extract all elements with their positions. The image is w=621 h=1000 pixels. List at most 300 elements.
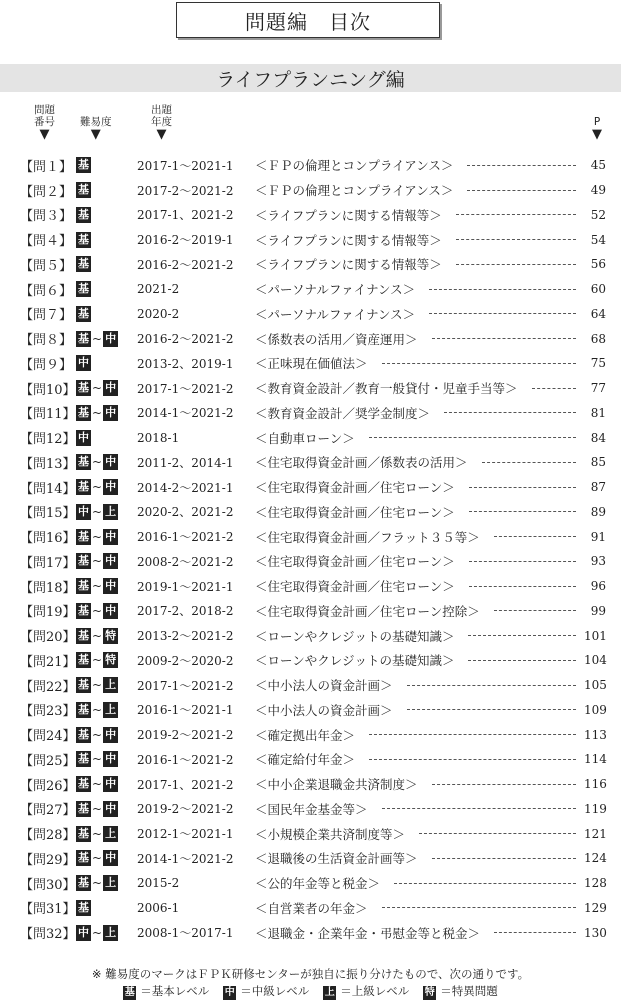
legend-label: ＝基本レベル bbox=[140, 984, 210, 998]
topic: ＜自動車ローン＞ bbox=[255, 430, 355, 446]
toc-row[interactable] bbox=[20, 524, 606, 549]
exam-year: 2019-2～2021-2 bbox=[137, 802, 234, 817]
dot-leader bbox=[382, 808, 576, 809]
topic: ＜公的年金等と税金＞ bbox=[255, 876, 381, 892]
difficulty-badge: 基 bbox=[78, 826, 89, 840]
difficulty bbox=[76, 553, 137, 569]
topic: ＜ＦＰの倫理とコンプライアンス＞ bbox=[255, 183, 454, 199]
toc-row[interactable] bbox=[20, 871, 606, 896]
exam-year: 2017-2～2021-2 bbox=[137, 183, 234, 198]
difficulty bbox=[76, 826, 137, 842]
difficulty-badge: 中 bbox=[105, 480, 117, 494]
tilde: ~ bbox=[92, 826, 103, 841]
topic: ＜教育資金設計／教育一般貸付・児童手当等＞ bbox=[255, 381, 518, 397]
difficulty bbox=[76, 801, 137, 817]
tilde: ~ bbox=[92, 529, 103, 544]
exam-year: 2016-2～2019-1 bbox=[137, 233, 234, 248]
difficulty-badge: 基 bbox=[124, 987, 135, 998]
question-number: 【問29】 bbox=[20, 852, 76, 868]
dot-leader bbox=[482, 462, 576, 463]
page-number: 121 bbox=[584, 826, 607, 841]
difficulty bbox=[76, 900, 137, 916]
exam-year: 2011-2、2014-1 bbox=[137, 455, 234, 470]
difficulty bbox=[76, 751, 137, 767]
exam-year: 2008-2～2021-2 bbox=[137, 554, 234, 569]
toc-row[interactable] bbox=[20, 846, 606, 871]
question-number: 【問21】 bbox=[20, 654, 76, 670]
header-year bbox=[151, 104, 172, 142]
toc-row[interactable] bbox=[20, 623, 606, 648]
difficulty-badge: 上 bbox=[105, 678, 117, 692]
dot-leader bbox=[432, 858, 576, 859]
difficulty-badge: 中 bbox=[105, 529, 117, 543]
difficulty-badge: 中 bbox=[105, 752, 117, 766]
toc-row[interactable] bbox=[20, 252, 606, 277]
difficulty-badge: 中 bbox=[105, 554, 117, 568]
exam-year: 2020-2 bbox=[137, 306, 180, 321]
header-page-label: P bbox=[593, 116, 601, 128]
exam-year: 2017-1～2021-1 bbox=[137, 158, 234, 173]
exam-year: 2016-1～2021-2 bbox=[137, 530, 234, 545]
toc-row[interactable] bbox=[20, 599, 606, 624]
page-number: 96 bbox=[590, 579, 606, 594]
page-number: 45 bbox=[590, 158, 606, 173]
difficulty bbox=[76, 529, 137, 545]
tilde: ~ bbox=[92, 405, 103, 420]
toc-row[interactable] bbox=[20, 203, 606, 228]
page-number: 124 bbox=[584, 851, 607, 866]
exam-year: 2006-1 bbox=[137, 900, 180, 915]
difficulty bbox=[76, 603, 137, 619]
dot-leader bbox=[444, 412, 576, 413]
topic: ＜小規模企業共済制度等＞ bbox=[255, 826, 406, 842]
exam-year: 2013-2、2019-1 bbox=[137, 356, 234, 371]
page-number: 93 bbox=[590, 554, 606, 569]
tilde: ~ bbox=[92, 876, 103, 891]
dot-leader bbox=[467, 190, 576, 191]
legend-label: ＝上級レベル bbox=[340, 984, 410, 998]
page-number: 60 bbox=[590, 282, 606, 297]
difficulty bbox=[76, 157, 137, 173]
topic: ＜中小企業退職金共済制度＞ bbox=[255, 777, 418, 793]
header-page bbox=[592, 116, 602, 142]
toc-row[interactable] bbox=[20, 747, 606, 772]
exam-year: 2017-2、2018-2 bbox=[137, 604, 234, 619]
page-number: 75 bbox=[590, 356, 606, 371]
question-number: 【問14】 bbox=[20, 481, 76, 497]
difficulty-badge: 基 bbox=[78, 752, 89, 766]
difficulty-legend bbox=[0, 983, 621, 1000]
topic: ＜住宅取得資金計画／係数表の活用＞ bbox=[255, 455, 468, 471]
question-number: 【問28】 bbox=[20, 828, 76, 844]
difficulty-badge: 中 bbox=[105, 777, 117, 791]
topic: ＜正味現在価値法＞ bbox=[255, 356, 368, 372]
difficulty bbox=[76, 702, 137, 718]
difficulty bbox=[76, 652, 137, 668]
page-number: 56 bbox=[590, 257, 606, 272]
difficulty bbox=[76, 430, 137, 446]
dot-leader bbox=[456, 264, 576, 265]
difficulty-badge: 上 bbox=[105, 504, 117, 518]
question-number: 【問１】 bbox=[20, 159, 73, 175]
exam-year: 2021-2 bbox=[137, 282, 180, 297]
difficulty-badge: 基 bbox=[78, 727, 89, 741]
dot-leader bbox=[369, 437, 576, 438]
header-number-line2: 番号 bbox=[34, 116, 55, 128]
exam-year: 2018-1 bbox=[137, 430, 180, 445]
toc-row[interactable] bbox=[20, 673, 606, 698]
dot-leader bbox=[456, 214, 576, 215]
toc-row[interactable] bbox=[20, 277, 606, 302]
difficulty-badge: 基 bbox=[78, 579, 89, 593]
difficulty-note: ※ 難易度のマークはＦＰＫ研修センターが独自に振り分けたもので、次の通りです。 bbox=[91, 967, 530, 981]
legend-item bbox=[423, 983, 498, 1000]
exam-year: 2012-1～2021-1 bbox=[137, 827, 234, 842]
exam-year: 2014-1～2021-2 bbox=[137, 851, 234, 866]
question-number: 【問32】 bbox=[20, 927, 76, 943]
topic: ＜係数表の活用／資産運用＞ bbox=[255, 331, 418, 347]
tilde: ~ bbox=[92, 381, 103, 396]
difficulty-badge: 中 bbox=[105, 801, 117, 815]
difficulty-badge: 基 bbox=[78, 678, 89, 692]
topic: ＜ローンやクレジットの基礎知識＞ bbox=[255, 628, 455, 644]
difficulty-badge: 中 bbox=[105, 579, 117, 593]
exam-year: 2014-2～2021-1 bbox=[137, 480, 234, 495]
difficulty-badge: 中 bbox=[78, 925, 89, 939]
question-number: 【問７】 bbox=[20, 308, 73, 324]
topic: ＜ローンやクレジットの基礎知識＞ bbox=[255, 653, 455, 669]
tilde: ~ bbox=[92, 579, 103, 594]
dot-leader bbox=[469, 586, 576, 587]
topic: ＜確定給付年金＞ bbox=[255, 752, 356, 768]
toc-row[interactable] bbox=[20, 475, 606, 500]
question-number: 【問20】 bbox=[20, 630, 76, 646]
legend-item bbox=[123, 983, 209, 1000]
exam-year: 2016-1～2021-2 bbox=[137, 752, 234, 767]
legend-label: ＝特異問題 bbox=[440, 984, 498, 998]
dot-leader bbox=[456, 239, 576, 240]
topic: ＜国民年金基金等＞ bbox=[255, 801, 368, 817]
topic: ＜確定拠出年金＞ bbox=[255, 727, 356, 743]
difficulty-badge: 基 bbox=[78, 702, 89, 716]
topic: ＜自営業者の年金＞ bbox=[255, 900, 368, 916]
toc-row[interactable] bbox=[20, 698, 606, 723]
difficulty-badge: 中 bbox=[78, 504, 89, 518]
difficulty-badge: 基 bbox=[78, 900, 89, 914]
tilde: ~ bbox=[92, 752, 103, 767]
question-number: 【問30】 bbox=[20, 877, 76, 893]
difficulty-badge: 特 bbox=[105, 628, 117, 642]
difficulty-badge: 基 bbox=[78, 183, 89, 197]
page-number: 89 bbox=[590, 504, 606, 519]
dot-leader bbox=[382, 907, 576, 908]
toc-row[interactable] bbox=[20, 722, 606, 747]
dot-leader bbox=[467, 165, 576, 166]
header-difficulty-label: 難易度 bbox=[80, 116, 112, 128]
toc-row[interactable] bbox=[20, 500, 606, 525]
tilde: ~ bbox=[92, 480, 103, 495]
question-number: 【問13】 bbox=[20, 456, 76, 472]
difficulty-badge: 中 bbox=[105, 381, 117, 395]
tilde: ~ bbox=[92, 331, 103, 346]
dot-leader bbox=[429, 289, 576, 290]
page-number: 119 bbox=[584, 801, 607, 816]
difficulty bbox=[76, 454, 137, 470]
topic: ＜住宅取得資金計画／住宅ローン＞ bbox=[255, 480, 455, 496]
question-number: 【問３】 bbox=[20, 209, 73, 225]
toc-row[interactable] bbox=[20, 376, 606, 401]
tilde: ~ bbox=[92, 925, 103, 940]
toc-row[interactable] bbox=[20, 401, 606, 426]
page-number: 114 bbox=[584, 752, 607, 767]
toc-row[interactable] bbox=[20, 302, 606, 327]
legend-item bbox=[223, 983, 309, 1000]
question-number: 【問26】 bbox=[20, 778, 76, 794]
exam-year: 2009-2～2020-2 bbox=[137, 653, 234, 668]
difficulty bbox=[76, 727, 137, 743]
topic: ＜中小法人の資金計画＞ bbox=[255, 678, 393, 694]
page-number: 81 bbox=[590, 405, 606, 420]
difficulty-badge: 上 bbox=[105, 876, 117, 890]
exam-year: 2016-2～2021-2 bbox=[137, 257, 234, 272]
dot-leader bbox=[407, 709, 576, 710]
exam-year: 2016-1～2021-1 bbox=[137, 703, 234, 718]
difficulty bbox=[76, 207, 137, 223]
dot-leader bbox=[494, 536, 576, 537]
page-number: 87 bbox=[590, 480, 606, 495]
difficulty-badge: 基 bbox=[78, 405, 89, 419]
difficulty-badge: 基 bbox=[78, 876, 89, 890]
question-number: 【問15】 bbox=[20, 506, 76, 522]
topic: ＜住宅取得資金計画／住宅ローン控除＞ bbox=[255, 603, 480, 619]
dot-leader bbox=[407, 685, 576, 686]
toc-row[interactable] bbox=[20, 797, 606, 822]
dot-leader bbox=[432, 784, 576, 785]
difficulty-badge: 基 bbox=[78, 777, 89, 791]
dot-leader bbox=[494, 610, 576, 611]
topic: ＜パーソナルファイナンス＞ bbox=[255, 306, 416, 322]
tilde: ~ bbox=[92, 628, 103, 643]
arrow-down-icon: ▼ bbox=[592, 127, 602, 142]
dot-leader bbox=[469, 487, 576, 488]
exam-year: 2017-1～2021-2 bbox=[137, 678, 234, 693]
exam-year: 2008-1～2017-1 bbox=[137, 926, 234, 941]
difficulty-badge: 中 bbox=[78, 430, 89, 444]
topic: ＜ライフプランに関する情報等＞ bbox=[255, 232, 442, 248]
difficulty-badge: 基 bbox=[78, 381, 89, 395]
difficulty bbox=[76, 925, 137, 941]
page-number: 54 bbox=[590, 232, 606, 247]
tilde: ~ bbox=[92, 702, 103, 717]
header-number-line1: 問題 bbox=[34, 104, 55, 116]
toc-row[interactable] bbox=[20, 425, 606, 450]
section-heading: ライフプランニング編 bbox=[0, 64, 621, 92]
toc-row[interactable] bbox=[20, 896, 606, 921]
dot-leader bbox=[469, 561, 576, 562]
question-number: 【問23】 bbox=[20, 704, 76, 720]
difficulty-badge: 基 bbox=[78, 455, 89, 469]
question-number: 【問16】 bbox=[20, 531, 76, 547]
difficulty-badge: 中 bbox=[105, 405, 117, 419]
toc-row[interactable] bbox=[20, 821, 606, 846]
difficulty bbox=[76, 182, 137, 198]
tilde: ~ bbox=[92, 653, 103, 668]
dot-leader bbox=[382, 363, 576, 364]
page-number: 64 bbox=[590, 306, 606, 321]
difficulty-badge: 基 bbox=[78, 306, 89, 320]
difficulty bbox=[76, 306, 137, 322]
question-number: 【問24】 bbox=[20, 729, 76, 745]
dot-leader bbox=[369, 759, 576, 760]
difficulty bbox=[76, 355, 137, 371]
question-number: 【問27】 bbox=[20, 803, 76, 819]
tilde: ~ bbox=[92, 851, 103, 866]
difficulty bbox=[76, 578, 137, 594]
topic: ＜ＦＰの倫理とコンプライアンス＞ bbox=[255, 158, 454, 174]
difficulty bbox=[76, 232, 137, 248]
legend-item bbox=[323, 983, 409, 1000]
dot-leader bbox=[468, 635, 576, 636]
difficulty bbox=[76, 331, 137, 347]
arrow-down-icon: ▼ bbox=[39, 127, 50, 142]
toc-list bbox=[20, 153, 606, 945]
header-year-line2: 年度 bbox=[151, 116, 172, 128]
tilde: ~ bbox=[92, 801, 103, 816]
topic: ＜パーソナルファイナンス＞ bbox=[255, 282, 416, 298]
exam-year: 2017-1、2021-2 bbox=[137, 208, 234, 223]
question-number: 【問11】 bbox=[20, 407, 76, 423]
page-number: 105 bbox=[584, 678, 607, 693]
toc-row[interactable] bbox=[20, 920, 606, 945]
difficulty-badge: 基 bbox=[78, 603, 89, 617]
page-number: 91 bbox=[590, 529, 606, 544]
toc-row[interactable] bbox=[20, 227, 606, 252]
page-number: 113 bbox=[584, 727, 607, 742]
dot-leader bbox=[432, 338, 576, 339]
tilde: ~ bbox=[92, 678, 103, 693]
difficulty-badge: 基 bbox=[78, 529, 89, 543]
topic: ＜住宅取得資金計画／住宅ローン＞ bbox=[255, 579, 455, 595]
difficulty-badge: 上 bbox=[324, 987, 335, 998]
tilde: ~ bbox=[92, 727, 103, 742]
dot-leader bbox=[429, 313, 576, 314]
difficulty bbox=[76, 380, 137, 396]
page-number: 99 bbox=[590, 603, 606, 618]
question-number: 【問22】 bbox=[20, 679, 76, 695]
difficulty-badge: 基 bbox=[78, 851, 89, 865]
dot-leader bbox=[469, 511, 576, 512]
dot-leader bbox=[394, 883, 576, 884]
dot-leader bbox=[494, 932, 576, 933]
page-number: 101 bbox=[584, 628, 607, 643]
toc-row[interactable] bbox=[20, 178, 606, 203]
question-number: 【問９】 bbox=[20, 357, 73, 373]
page-number: 116 bbox=[584, 777, 607, 792]
dot-leader bbox=[532, 388, 576, 389]
exam-year: 2014-1～2021-2 bbox=[137, 406, 234, 421]
difficulty-badge: 上 bbox=[105, 826, 117, 840]
difficulty-badge: 中 bbox=[105, 331, 117, 345]
question-number: 【問31】 bbox=[20, 902, 76, 918]
difficulty-badge: 基 bbox=[78, 207, 89, 221]
header-number bbox=[34, 104, 55, 142]
difficulty-badge: 上 bbox=[105, 702, 117, 716]
question-number: 【問18】 bbox=[20, 580, 76, 596]
page-number: 52 bbox=[590, 207, 606, 222]
topic: ＜中小法人の資金計画＞ bbox=[255, 702, 393, 718]
question-number: 【問４】 bbox=[20, 234, 73, 250]
difficulty-badge: 基 bbox=[78, 554, 89, 568]
difficulty bbox=[76, 776, 137, 792]
exam-year: 2017-1、2021-2 bbox=[137, 777, 234, 792]
exam-year: 2020-2、2021-2 bbox=[137, 505, 234, 520]
exam-year: 2017-1～2021-2 bbox=[137, 381, 234, 396]
legend-label: ＝中級レベル bbox=[240, 984, 310, 998]
difficulty-badge: 基 bbox=[78, 628, 89, 642]
exam-year: 2019-1～2021-1 bbox=[137, 579, 234, 594]
exam-year: 2013-2～2021-2 bbox=[137, 629, 234, 644]
difficulty bbox=[76, 628, 137, 644]
tilde: ~ bbox=[92, 455, 103, 470]
difficulty-badge: 中 bbox=[224, 987, 235, 998]
toc-row[interactable] bbox=[20, 772, 606, 797]
difficulty bbox=[76, 256, 137, 272]
difficulty bbox=[76, 875, 137, 891]
difficulty-badge: 中 bbox=[105, 727, 117, 741]
tilde: ~ bbox=[92, 777, 103, 792]
toc-row[interactable] bbox=[20, 351, 606, 376]
difficulty-badge: 基 bbox=[78, 331, 89, 345]
page-number: 68 bbox=[590, 331, 606, 346]
tilde: ~ bbox=[92, 504, 103, 519]
toc-row[interactable] bbox=[20, 153, 606, 178]
topic: ＜退職後の生活資金計画等＞ bbox=[255, 851, 418, 867]
difficulty-badge: 上 bbox=[105, 925, 117, 939]
question-number: 【問６】 bbox=[20, 283, 73, 299]
topic: ＜ライフプランに関する情報等＞ bbox=[255, 257, 442, 273]
question-number: 【問５】 bbox=[20, 258, 73, 274]
difficulty-badge: 特 bbox=[105, 653, 117, 667]
header-difficulty bbox=[80, 116, 112, 142]
exam-year: 2019-2～2021-2 bbox=[137, 728, 234, 743]
topic: ＜住宅取得資金計画／フラット３５等＞ bbox=[255, 529, 480, 545]
exam-year: 2015-2 bbox=[137, 876, 180, 891]
toc-row[interactable] bbox=[20, 326, 606, 351]
header-year-line1: 出題 bbox=[151, 104, 172, 116]
dot-leader bbox=[468, 660, 576, 661]
difficulty bbox=[76, 479, 137, 495]
difficulty-badge: 基 bbox=[78, 480, 89, 494]
question-number: 【問17】 bbox=[20, 555, 76, 571]
topic: ＜住宅取得資金計画／住宅ローン＞ bbox=[255, 554, 455, 570]
difficulty-badge: 基 bbox=[78, 158, 89, 172]
difficulty-badge: 基 bbox=[78, 282, 89, 296]
toc-row[interactable] bbox=[20, 648, 606, 673]
difficulty bbox=[76, 405, 137, 421]
toc-row[interactable] bbox=[20, 574, 606, 599]
arrow-down-icon: ▼ bbox=[90, 127, 101, 142]
difficulty-badge: 中 bbox=[105, 851, 117, 865]
page-number: 104 bbox=[584, 653, 607, 668]
dot-leader bbox=[419, 833, 576, 834]
toc-row[interactable] bbox=[20, 450, 606, 475]
toc-row[interactable] bbox=[20, 549, 606, 574]
page-number: 49 bbox=[590, 183, 606, 198]
topic: ＜ライフプランに関する情報等＞ bbox=[255, 207, 442, 223]
difficulty-badge: 中 bbox=[78, 356, 89, 370]
difficulty-badge: 中 bbox=[105, 603, 117, 617]
tilde: ~ bbox=[92, 554, 103, 569]
